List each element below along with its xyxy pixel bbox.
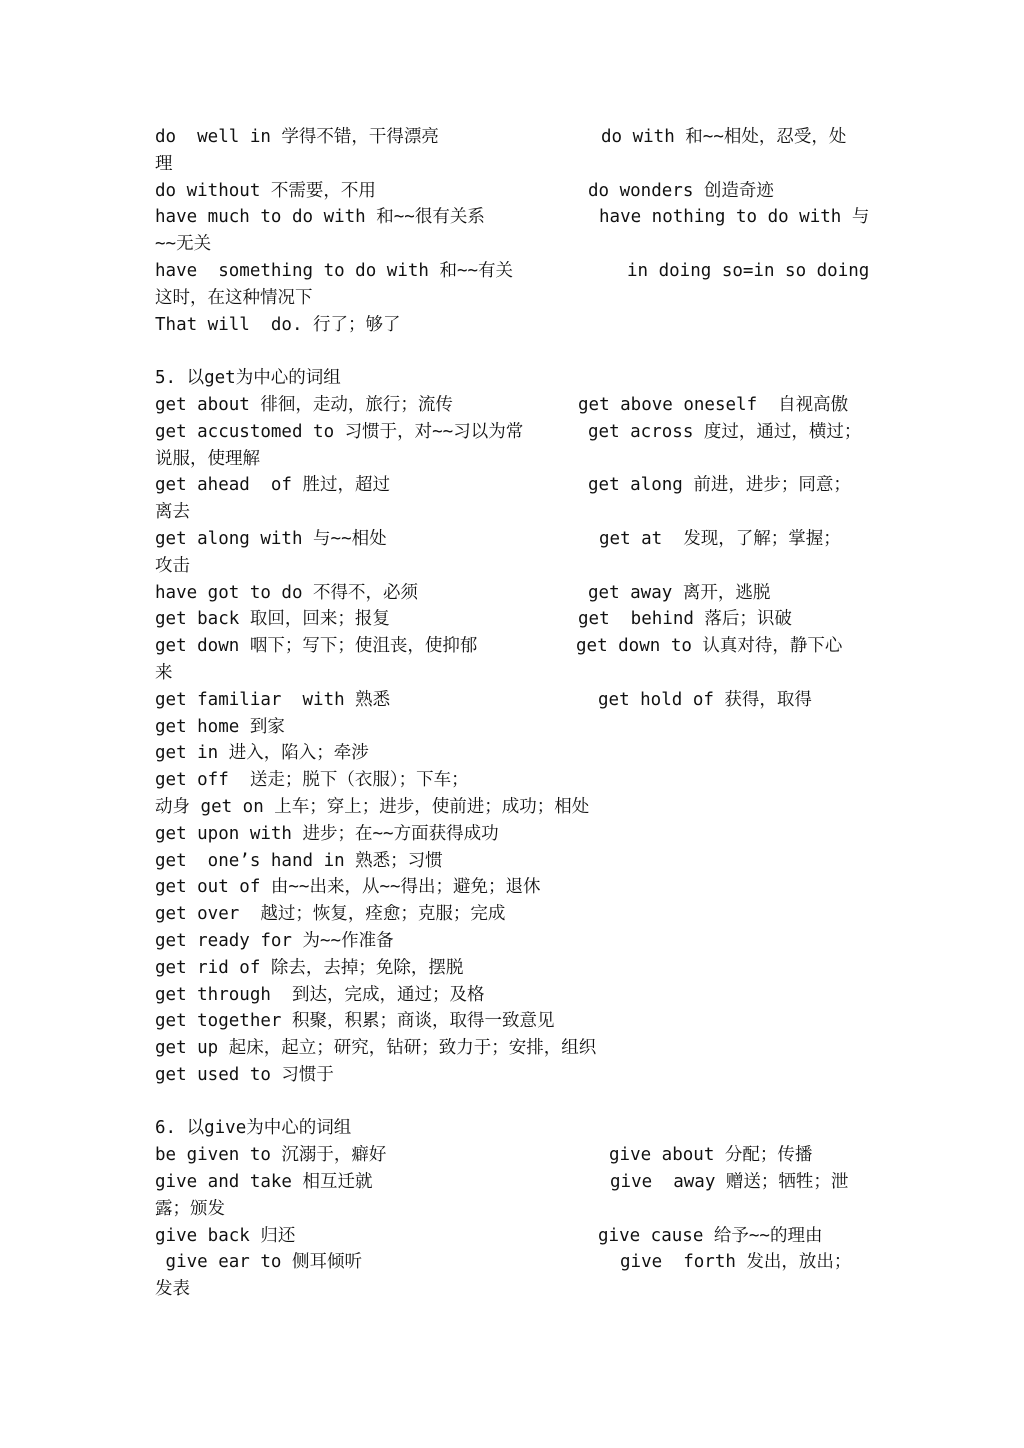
phrase-left: get home 到家 [155,716,285,737]
phrase-line [155,419,880,446]
phrase-right: get hold of 获得，取得 [598,689,812,710]
phrase-line [155,392,880,419]
phrase-line [155,1035,880,1062]
spacer [155,338,880,365]
phrase-left: have something to do with 和~~有关 [155,260,514,281]
phrase-line [155,1169,880,1196]
phrase-line [155,204,880,231]
get-section [155,365,880,1089]
phrase-line [155,231,880,258]
phrase-right: in doing so=in so doing [627,260,870,281]
phrase-left: 来 [155,662,173,683]
phrase-line [155,606,880,633]
phrase-line [155,151,880,178]
phrase-left: get one’s hand in 熟悉；习惯 [155,850,443,871]
phrase-line [155,794,880,821]
phrase-line [155,1223,880,1250]
phrase-line [155,472,880,499]
phrase-line [155,740,880,767]
phrase-line [155,633,880,660]
phrase-line [155,526,880,553]
phrase-line [155,767,880,794]
phrase-left: 说服，使理解 [155,448,260,469]
phrase-right: get behind 落后；识破 [578,609,792,630]
section-heading: 5. 以get为中心的词组 [155,368,341,389]
phrase-line [155,285,880,312]
phrase-left: get back 取回，回来；报复 [155,609,390,630]
phrase-left: 离去 [155,502,190,523]
phrase-left: get up 起床，起立；研究，钻研；致力于；安排，组织 [155,1038,597,1059]
phrase-line [155,1196,880,1223]
phrase-left: get through 到达，完成，通过；及格 [155,984,485,1005]
phrase-left: get off 送走；脱下（衣服）；下车； [155,770,469,791]
phrase-left: 这时，在这种情况下 [155,287,313,308]
phrase-right: get at 发现，了解；掌握； [599,528,841,549]
phrase-left: get along with 与~~相处 [155,528,387,549]
phrase-line [155,955,880,982]
phrase-left: That will do. 行了；够了 [155,314,401,335]
phrase-left: do without 不需要，不用 [155,180,376,201]
phrase-left: get ahead of 胜过，超过 [155,475,391,496]
phrase-right: give cause 给予~~的理由 [598,1225,823,1246]
phrase-line [155,928,880,955]
phrase-line [155,312,880,339]
phrase-line [155,848,880,875]
give-section [155,1115,880,1303]
spacer [155,1089,880,1116]
phrase-line [155,982,880,1009]
phrase-left: 攻击 [155,555,190,576]
phrase-right: get across 度过，通过，横过； [588,421,862,442]
phrase-left: get used to 习惯于 [155,1064,334,1085]
do-phrase-list [155,124,880,338]
phrase-left: 露；颁发 [155,1198,225,1219]
phrase-line [155,446,880,473]
phrase-right: give away 赠送；牺牲；泄 [610,1172,849,1193]
phrase-line [155,499,880,526]
phrase-line [155,1142,880,1169]
phrase-left: have got to do 不得不，必须 [155,582,419,603]
phrase-left: give back 归还 [155,1225,296,1246]
phrase-line [155,874,880,901]
phrase-right: get along 前进，进步；同意； [588,475,851,496]
phrase-left: get together 积聚，积累；商谈，取得一致意见 [155,1011,555,1032]
phrase-left: ~~无关 [155,234,212,255]
phrase-left: get accustomed to 习惯于，对~~习以为常 [155,421,524,442]
phrase-left: get down 咽下；写下；使沮丧，使抑郁 [155,636,478,657]
phrase-line [155,821,880,848]
phrase-line [155,660,880,687]
phrase-right: do with 和~~相处，忍受，处 [601,127,847,147]
phrase-right: give forth 发出，放出； [620,1252,852,1273]
phrase-line [155,714,880,741]
phrase-line [155,1249,880,1276]
phrase-line [155,580,880,607]
phrase-left: get out of 由~~出来，从~~得出；避免；退休 [155,877,541,898]
phrase-left: get rid of 除去，去掉；免除，摆脱 [155,957,464,978]
phrase-left: give ear to 侧耳倾听 [155,1252,362,1273]
phrase-line [155,124,880,151]
phrase-right: have nothing to do with 与 [599,207,870,228]
phrase-left: be given to 沉溺于，癖好 [155,1145,387,1166]
phrase-line [155,553,880,580]
phrase-right: get down to 认真对待，静下心 [576,636,843,657]
phrase-left: 理 [155,153,173,174]
phrase-right: get above oneself 自视高傲 [578,394,849,415]
phrase-left: do well in 学得不错，干得漂亮 [155,127,439,147]
phrase-left: get upon with 进步；在~~方面获得成功 [155,823,499,844]
phrase-line [155,1276,880,1303]
phrase-left: get ready for 为~~作准备 [155,930,394,951]
phrase-left: have much to do with 和~~很有关系 [155,207,485,228]
section-heading: 6. 以give为中心的词组 [155,1118,352,1139]
phrase-left: get over 越过；恢复，痊愈；克服；完成 [155,904,506,925]
phrase-left: get in 进入，陷入；牵涉 [155,743,369,764]
phrase-line [155,178,880,205]
phrase-right: do wonders 创造奇迹 [588,180,774,201]
phrase-line [155,1062,880,1089]
phrase-line [155,258,880,285]
phrase-right: give about 分配；传播 [609,1145,813,1166]
phrase-left: get about 徘徊，走动，旅行；流传 [155,394,453,415]
document-page [155,124,880,1303]
phrase-right: get away 离开，逃脱 [588,582,771,603]
phrase-left: give and take 相互迁就 [155,1172,373,1193]
phrase-left: get familiar with 熟悉 [155,689,391,710]
phrase-line [155,1008,880,1035]
phrase-line [155,687,880,714]
phrase-left: 动身 get on 上车；穿上；进步，使前进；成功；相处 [155,796,590,817]
phrase-left: 发表 [155,1279,190,1300]
phrase-line [155,901,880,928]
